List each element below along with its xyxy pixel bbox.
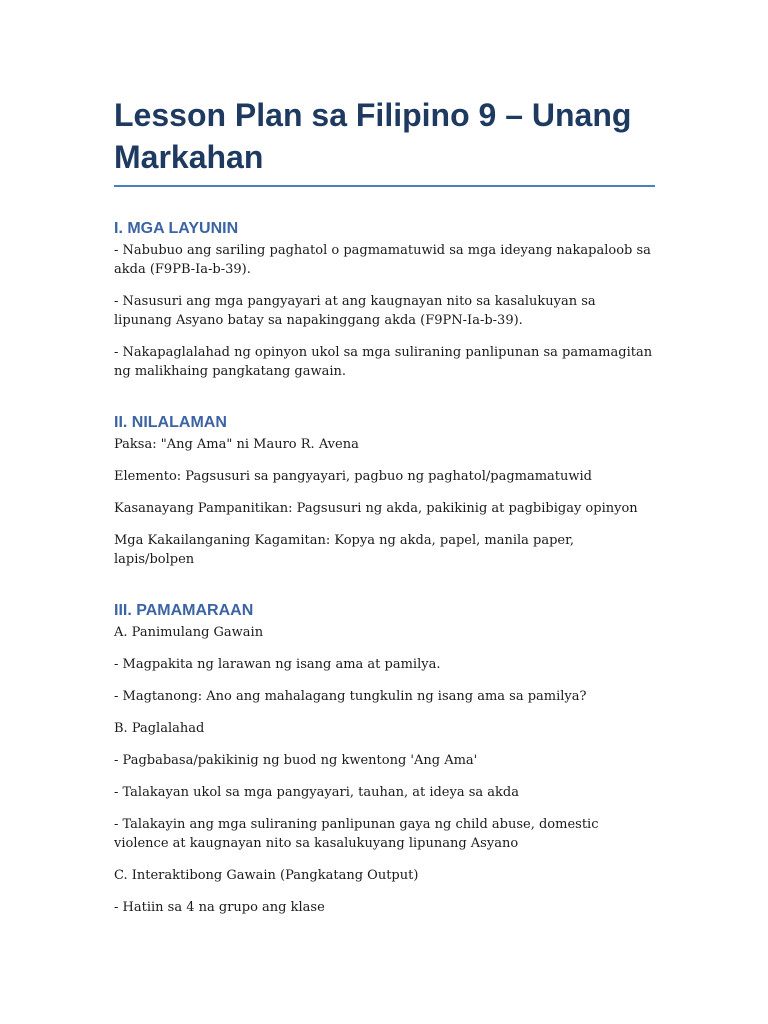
- paragraph: - Nasusuri ang mga pangyayari at ang kaugnayan nito sa kasalukuyan sa lipunang Asyano batay sa napakinggang akda (F9PN-Ia-b-39).: [114, 294, 596, 328]
- paragraph: - Pagbabasa/pakikinig ng buod ng kwentong 'Ang Ama': [114, 753, 478, 768]
- paragraph: C. Interaktibong Gawain (Pangkatang Output): [114, 868, 419, 883]
- paragraph: - Nakapaglalahad ng opinyon ukol sa mga suliraning panlipunan sa pamamagitan ng malikhaing pangkatang gawain.: [114, 345, 653, 379]
- paragraph: - Talakayan ukol sa mga pangyayari, tauhan, at ideya sa akda: [114, 785, 519, 800]
- section-nilalaman: [114, 413, 654, 569]
- paragraph: Elemento: Pagsusuri sa pangyayari, pagbuo ng paghatol/pagmamatuwid: [114, 469, 593, 484]
- paragraph: Kasanayang Pampanitikan: Pagsusuri ng akda, pakikinig at pagbibigay opinyon: [114, 501, 638, 516]
- title-divider: [114, 185, 655, 187]
- paragraph: Mga Kakailanganing Kagamitan: Kopya ng akda, papel, manila paper, lapis/bolpen: [114, 533, 575, 567]
- paragraph: - Hatiin sa 4 na grupo ang klase: [114, 900, 325, 915]
- paragraph: - Talakayin ang mga suliraning panlipunan gaya ng child abuse, domestic violence at kaugnayan nito sa kasalukuyang lipunang Asyano: [114, 817, 599, 851]
- section-heading: III. PAMAMARAAN: [114, 602, 254, 619]
- paragraph: - Magtanong: Ano ang mahalagang tungkulin ng isang ama sa pamilya?: [114, 689, 587, 704]
- section-pamamaraan: [114, 601, 654, 917]
- paragraph: - Magpakita ng larawan ng isang ama at pamilya.: [114, 657, 441, 672]
- section-heading: II. NILALAMAN: [114, 414, 227, 431]
- section-layunin: [114, 219, 654, 381]
- paragraph: B. Paglalahad: [114, 721, 205, 736]
- page-title: Lesson Plan sa Filipino 9 – Unang Markahan: [114, 97, 632, 175]
- paragraph: - Nabubuo ang sariling paghatol o pagmamatuwid sa mga ideyang nakapaloob sa akda (F9PB-Ia-b-39).: [114, 243, 651, 277]
- paragraph: Paksa: "Ang Ama" ni Mauro R. Avena: [114, 437, 359, 452]
- section-heading: I. MGA LAYUNIN: [114, 220, 239, 237]
- paragraph: A. Panimulang Gawain: [114, 625, 264, 640]
